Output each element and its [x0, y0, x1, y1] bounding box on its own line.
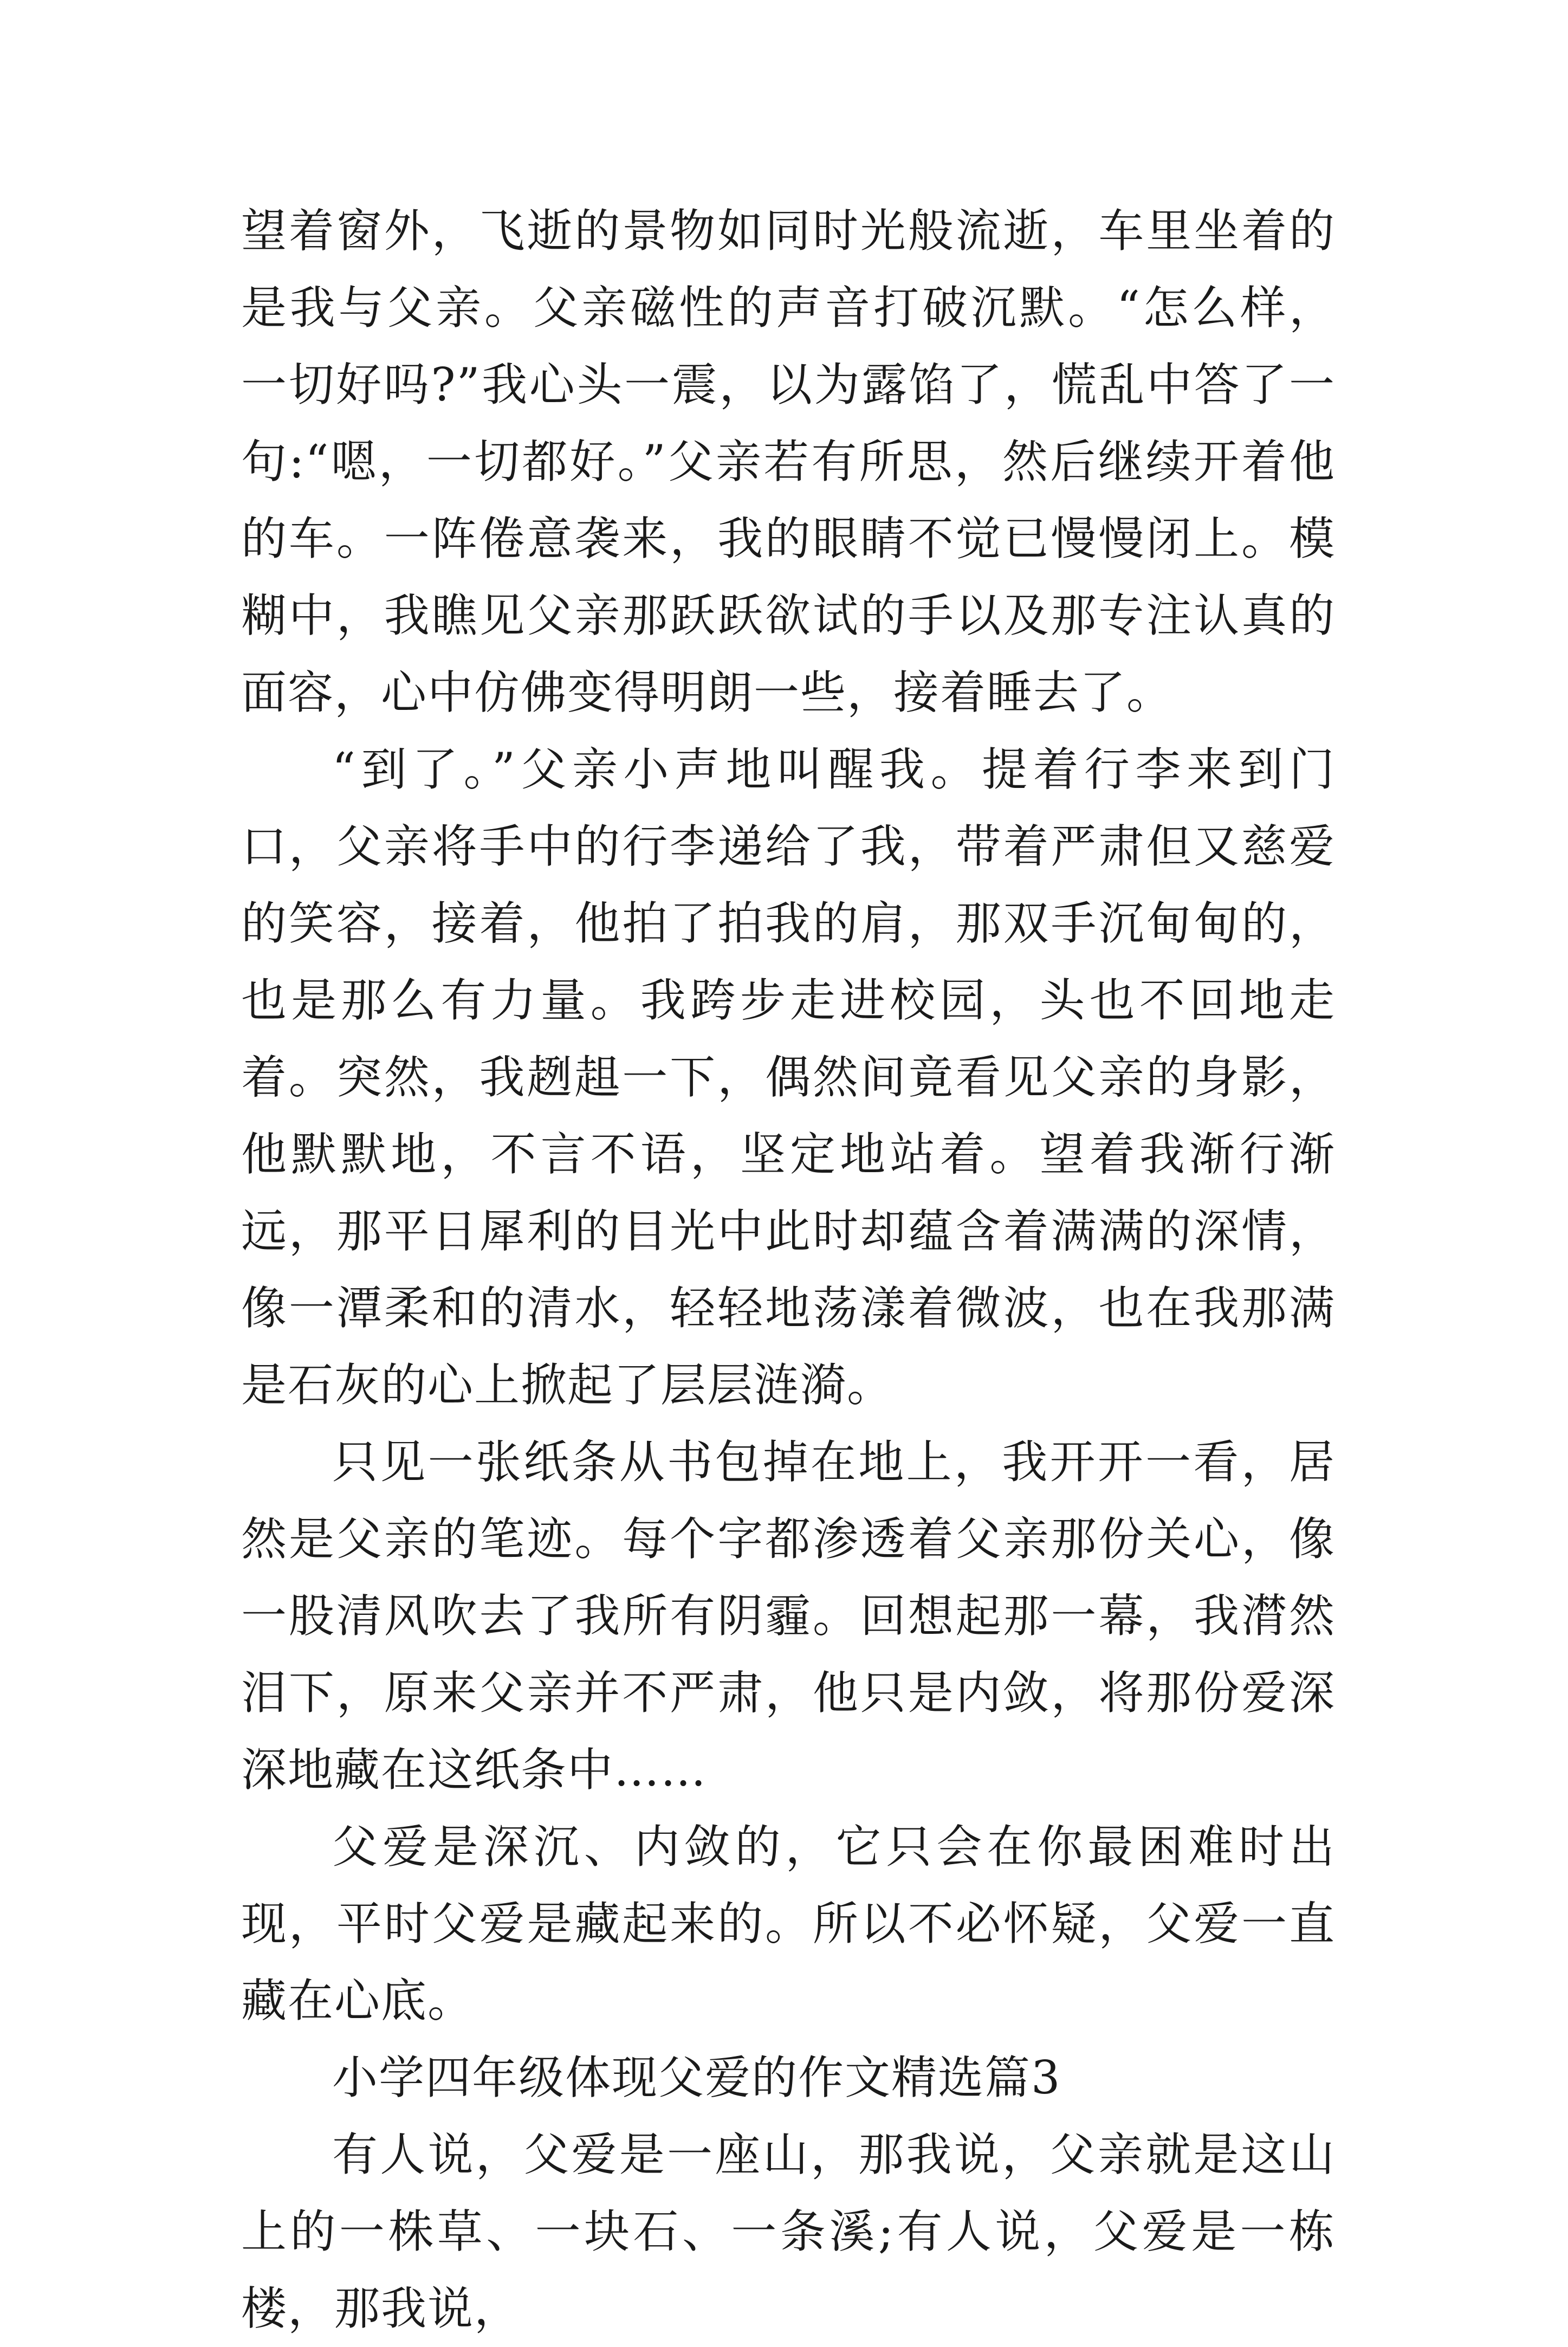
- paragraph-2: “到了。”父亲小声地叫醒我。提着行李来到门口，父亲将手中的行李递给了我，带着严肃但又慈爱的笑容，接着，他拍了拍我的肩，那双手沉甸甸的，也是那么有力量。我跨步走进校园，头也不回地走着。突然，我趔趄一下，偶然间竟看见父亲的身影，他默默地，不言不语，坚定地站着。望着我渐行渐远，那平日犀利的目光中此时却蕴含着满满的深情，像一潭柔和的清水，轻轻地荡漾着微波，也在我那满是石灰的心上掀起了层层涟漪。: [241, 743, 1336, 1412]
- article-body: [241, 192, 1336, 2347]
- section-heading: 小学四年级体现父爱的作文精选篇3: [332, 2051, 1061, 2104]
- paragraph-3: 只见一张纸条从书包掉在地上，我开开一看，居然是父亲的笔迹。每个字都渗透着父亲那份关心，像一股清风吹去了我所有阴霾。回想起那一幕，我潸然泪下，原来父亲并不严肃，他只是内敛，将那份爱深深地藏在这纸条中……: [241, 1436, 1336, 1796]
- paragraph-1: 望着窗外，飞逝的景物如同时光般流逝，车里坐着的是我与父亲。父亲磁性的声音打破沉默。“怎么样，一切好吗?”我心头一震，以为露馅了，慌乱中答了一句:“嗯，一切都好。”父亲若有所思，然后继续开着他的车。一阵倦意袭来，我的眼睛不觉已慢慢闭上。模糊中，我瞧见父亲那跃跃欲试的手以及那专注认真的面容，心中仿佛变得明朗一些，接着睡去了。: [241, 204, 1336, 719]
- paragraph-5: 有人说，父爱是一座山，那我说，父亲就是这山上的一株草、一块石、一条溪;有人说，父爱是一栋楼，那我说，: [241, 2128, 1336, 2335]
- paragraph-4: 父爱是深沉、内敛的，它只会在你最困难时出现，平时父爱是藏起来的。所以不必怀疑，父爱一直藏在心底。: [241, 1820, 1336, 2027]
